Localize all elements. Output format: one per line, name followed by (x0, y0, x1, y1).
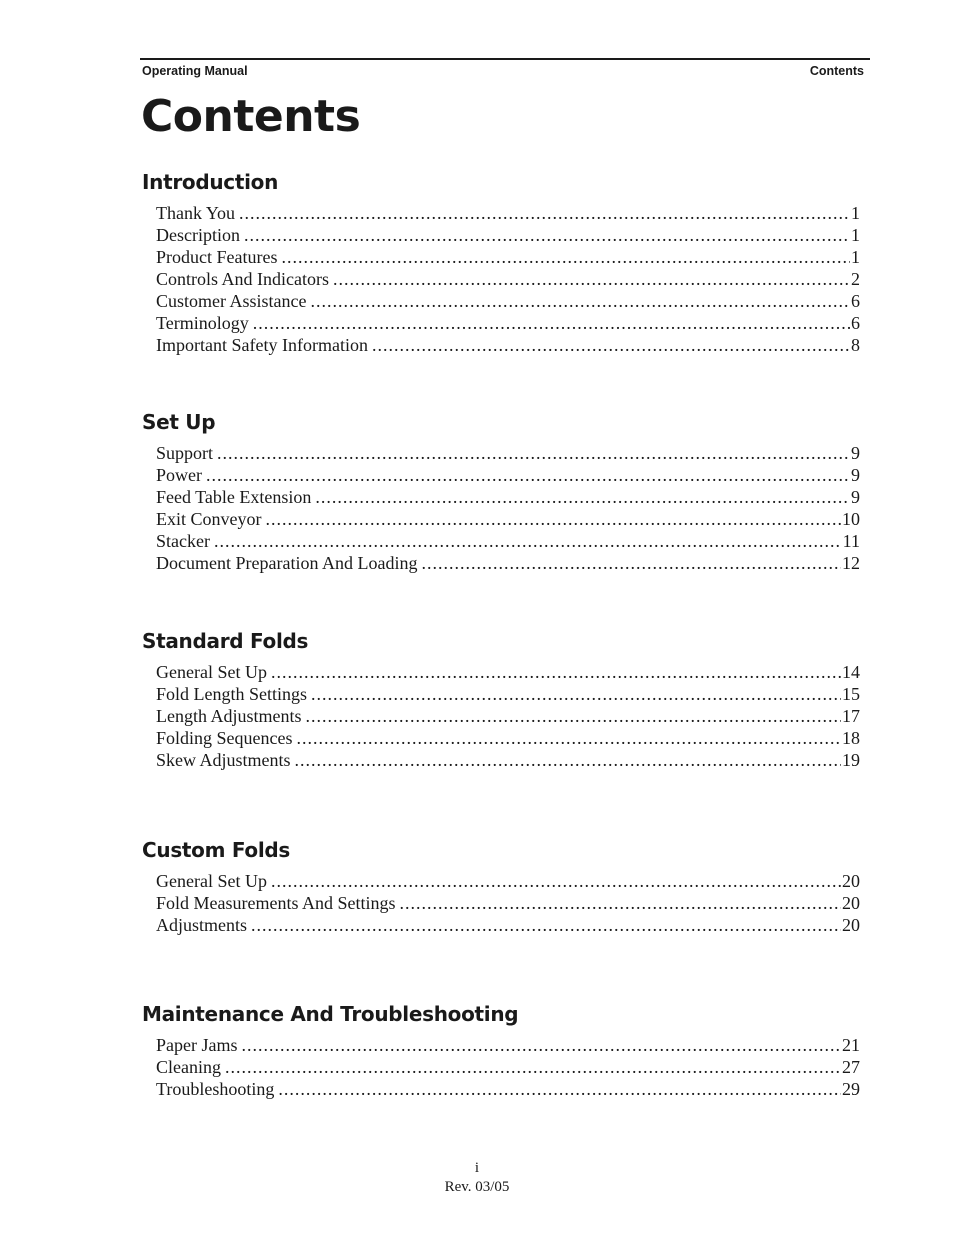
dot-leader (206, 464, 850, 486)
header-section-name: Contents (809, 64, 864, 78)
toc-entry-page: 9 (851, 443, 860, 463)
dot-leader (251, 914, 841, 936)
dot-leader (217, 442, 850, 464)
toc-list (142, 661, 860, 771)
dot-leader (297, 727, 842, 749)
toc-entry-label: Description (156, 225, 240, 245)
toc-entry-label: Important Safety Information (156, 335, 368, 355)
toc-entry-label: Stacker (156, 531, 210, 551)
toc-entry-page: 10 (842, 509, 860, 529)
toc-entry-label: Support (156, 443, 214, 463)
toc-entry-page: 12 (842, 553, 860, 573)
toc-list (142, 442, 860, 574)
toc-entry[interactable] (156, 312, 860, 334)
toc-entry[interactable] (156, 1034, 860, 1056)
dot-leader (271, 870, 841, 892)
toc-entry-label: Troubleshooting (156, 1079, 275, 1099)
toc-entry-page: 8 (851, 335, 860, 355)
toc-section-custom-folds (142, 837, 860, 936)
toc-entry[interactable] (156, 268, 860, 290)
toc-entry-page: 2 (851, 269, 860, 289)
section-heading: Maintenance And Troubleshooting (142, 1002, 519, 1026)
toc-entry[interactable] (156, 486, 860, 508)
dot-leader (311, 683, 841, 705)
dot-leader (241, 1034, 841, 1056)
toc-entry-page: 20 (842, 915, 860, 935)
toc-entry-page: 11 (842, 531, 860, 551)
toc-entry[interactable] (156, 442, 860, 464)
toc-entry[interactable] (156, 661, 860, 683)
toc-entry-page: 29 (842, 1079, 860, 1099)
toc-entry[interactable] (156, 202, 860, 224)
toc-entry[interactable] (156, 749, 860, 771)
toc-entry[interactable] (156, 508, 860, 530)
dot-leader (253, 312, 850, 334)
toc-entry-page: 27 (842, 1057, 860, 1077)
toc-entry-label: Thank You (156, 203, 236, 223)
toc-entry-page: 6 (851, 291, 860, 311)
toc-entry-label: Adjustments (156, 915, 248, 935)
dot-leader (278, 1078, 841, 1100)
toc-entry-label: Length Adjustments (156, 706, 302, 726)
toc-entry[interactable] (156, 727, 860, 749)
dot-leader (239, 202, 850, 224)
toc-entry[interactable] (156, 914, 860, 936)
revision-label: Rev. 03/05 (444, 1179, 510, 1195)
toc-entry-page: 6 (851, 313, 860, 333)
toc-entry-page: 19 (842, 750, 860, 770)
toc-entry-page: 17 (842, 706, 860, 726)
dot-leader (266, 508, 842, 530)
page-title: Contents (141, 91, 361, 142)
toc-entry[interactable] (156, 1078, 860, 1100)
toc-entry[interactable] (156, 334, 860, 356)
toc-entry-page: 9 (851, 487, 860, 507)
toc-entry-label: Document Preparation And Loading (156, 553, 418, 573)
toc-entry-label: Customer Assistance (156, 291, 307, 311)
toc-entry-page: 21 (842, 1035, 860, 1055)
toc-entry-label: Folding Sequences (156, 728, 293, 748)
toc-list (142, 870, 860, 936)
toc-entry[interactable] (156, 683, 860, 705)
toc-entry-label: Skew Adjustments (156, 750, 291, 770)
dot-leader (315, 486, 850, 508)
toc-entry[interactable] (156, 290, 860, 312)
dot-leader (214, 530, 842, 552)
dot-leader (244, 224, 850, 246)
toc-entry[interactable] (156, 870, 860, 892)
toc-section-maintenance-and-troubleshooting (142, 1001, 860, 1100)
dot-leader (295, 749, 841, 771)
header-manual-name: Operating Manual (142, 64, 248, 78)
toc-entry-label: General Set Up (156, 871, 267, 891)
toc-entry[interactable] (156, 552, 860, 574)
toc-entry[interactable] (156, 224, 860, 246)
toc-entry-label: Exit Conveyor (156, 509, 262, 529)
toc-entry-label: Power (156, 465, 202, 485)
toc-entry-label: Cleaning (156, 1057, 221, 1077)
toc-entry-label: Product Features (156, 247, 278, 267)
section-heading: Custom Folds (142, 838, 290, 862)
toc-entry-page: 15 (842, 684, 860, 704)
dot-leader (311, 290, 851, 312)
section-heading: Set Up (142, 410, 216, 434)
toc-entry-page: 1 (851, 225, 860, 245)
dot-leader (372, 334, 850, 356)
toc-section-introduction (142, 169, 860, 356)
toc-entry-page: 14 (842, 662, 860, 682)
toc-entry[interactable] (156, 464, 860, 486)
toc-entry-page: 20 (842, 893, 860, 913)
toc-list (142, 202, 860, 356)
toc-entry-page: 9 (851, 465, 860, 485)
toc-entry-label: Paper Jams (156, 1035, 238, 1055)
page-number: i (474, 1160, 480, 1176)
toc-entry-label: Controls And Indicators (156, 269, 329, 289)
toc-entry-page: 1 (851, 247, 860, 267)
toc-entry[interactable] (156, 705, 860, 727)
toc-entry[interactable] (156, 246, 860, 268)
dot-leader (271, 661, 841, 683)
section-heading: Standard Folds (142, 629, 309, 653)
dot-leader (225, 1056, 841, 1078)
toc-entry[interactable] (156, 892, 860, 914)
toc-list (142, 1034, 860, 1100)
toc-section-standard-folds (142, 628, 860, 771)
toc-entry-label: Feed Table Extension (156, 487, 312, 507)
dot-leader (400, 892, 842, 914)
dot-leader (306, 705, 842, 727)
running-header (140, 58, 870, 82)
toc-entry[interactable] (156, 1056, 860, 1078)
dot-leader (281, 246, 850, 268)
dot-leader (421, 552, 841, 574)
toc-entry-page: 20 (842, 871, 860, 891)
section-heading: Introduction (142, 170, 279, 194)
toc-entry-label: Terminology (156, 313, 249, 333)
toc-entry-label: General Set Up (156, 662, 267, 682)
dot-leader (333, 268, 850, 290)
page-footer (0, 1159, 954, 1197)
toc-entry-label: Fold Length Settings (156, 684, 308, 704)
toc-entry-page: 1 (851, 203, 860, 223)
toc-entry[interactable] (156, 530, 860, 552)
toc-entry-label: Fold Measurements And Settings (156, 893, 396, 913)
toc-entry-page: 18 (842, 728, 860, 748)
toc-section-set-up (142, 409, 860, 574)
